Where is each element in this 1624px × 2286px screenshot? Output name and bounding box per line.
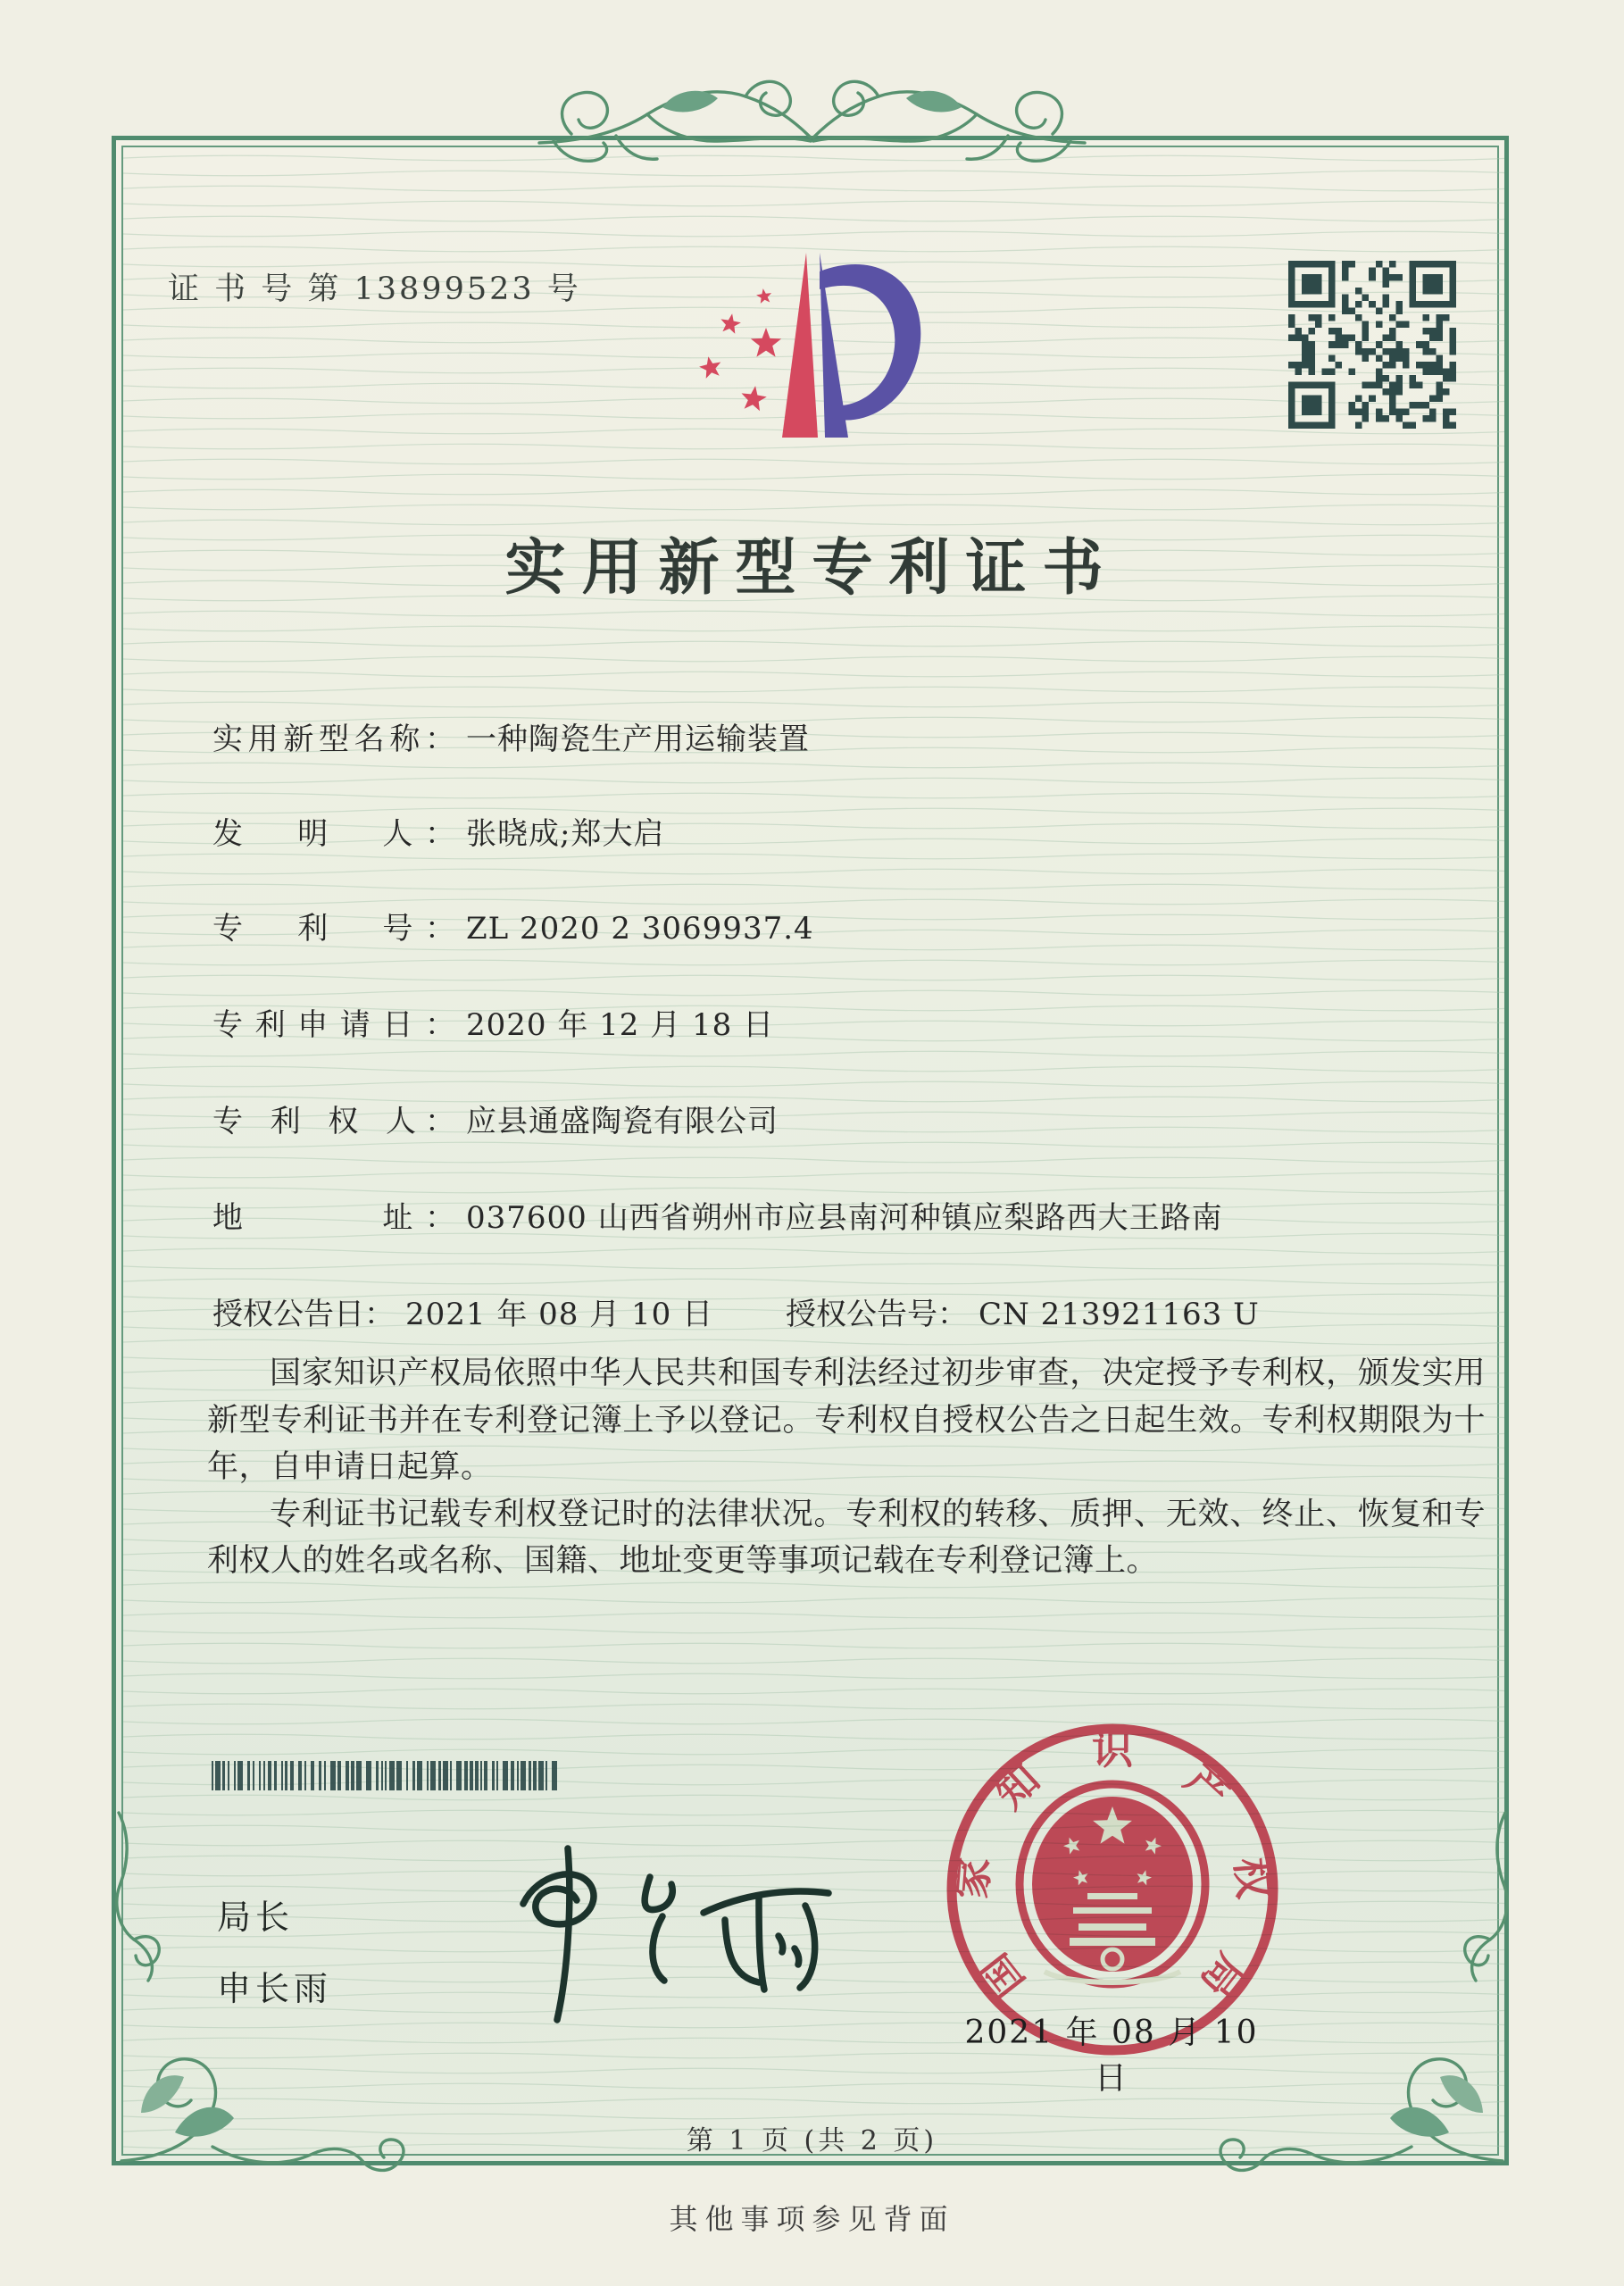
field-row-patentee [212, 1097, 1480, 1140]
grant-date-label: 授权公告日： [212, 1297, 395, 1332]
field-label: 地 址： [212, 1200, 455, 1236]
commissioner-signature-icon [464, 1831, 884, 2045]
field-value: 2020 年 12 月 18 日 [466, 1007, 775, 1043]
field-row-inventor [212, 809, 1480, 853]
signer-name: 申长雨 [217, 1968, 333, 2008]
field-row-name [212, 714, 1480, 758]
certificate-title: 实用新型专利证书 [504, 532, 1120, 604]
field-row-patent-number [212, 904, 1480, 947]
qr-code [1288, 261, 1456, 429]
field-value: ZL 2020 2 3069937.4 [466, 911, 814, 947]
grant-number-value: CN 213921163 U [979, 1297, 1260, 1332]
grant-number-label: 授权公告号： [786, 1297, 968, 1332]
svg-text:国: 国 [970, 1944, 1034, 2007]
field-row-grant [212, 1289, 1480, 1333]
svg-text:知: 知 [986, 1755, 1049, 1818]
signer-block [217, 1882, 332, 2025]
svg-text:权: 权 [1226, 1856, 1278, 1901]
field-label: 专利申请日： [212, 1007, 455, 1043]
svg-text:识: 识 [1092, 1725, 1133, 1773]
grant-number-group [786, 1289, 1260, 1333]
certificate-number: 证 书 号 第 13899523 号 [168, 271, 581, 307]
legal-paragraph-1: 国家知识产权局依照中华人民共和国专利法经过初步审查，决定授予专利权，颁发实用新型专利证书并在专利登记簿上予以登记。专利权自授权公告之日起生效。专利权期限为十年，自申请日起算。 [207, 1356, 1486, 1485]
field-row-filing-date [212, 1000, 1480, 1044]
field-value: 一种陶瓷生产用运输装置 [466, 722, 810, 757]
svg-text:家: 家 [946, 1856, 999, 1901]
field-label: 专 利 号： [212, 911, 455, 947]
seal-date: 2021 年 08 月 10 日 [964, 2015, 1259, 2097]
field-value: 037600 山西省朔州市应县南河种镇应梨路西大王路南 [466, 1200, 1223, 1236]
page-indicator: 第 1 页 (共 2 页) [686, 2125, 938, 2157]
svg-text:局: 局 [1191, 1944, 1255, 2007]
field-label: 实用新型名称： [212, 722, 455, 757]
national-emblem-icon [1020, 1784, 1205, 1984]
field-label: 发 明 人： [212, 816, 455, 852]
legal-paragraph-2: 专利证书记载专利权登记时的法律状况。专利权的转移、质押、无效、终止、恢复和专利权人的姓名或名称、国籍、地址变更等事项记载在专利登记簿上。 [207, 1496, 1486, 1579]
signer-title: 局长 [217, 1898, 295, 1937]
field-value: 应县通盛陶瓷有限公司 [466, 1104, 779, 1139]
back-side-note: 其他事项参见背面 [669, 2202, 955, 2236]
field-value: 张晓成;郑大启 [466, 816, 665, 852]
field-label: 专 利 权 人： [212, 1104, 455, 1139]
barcode [210, 1761, 567, 1790]
legal-text-block [207, 1350, 1486, 1585]
grant-date-value: 2021 年 08 月 10 日 [405, 1297, 714, 1332]
svg-text:产: 产 [1176, 1755, 1239, 1818]
field-row-address [212, 1193, 1480, 1237]
cnipa-patent-logo-icon [679, 239, 946, 445]
